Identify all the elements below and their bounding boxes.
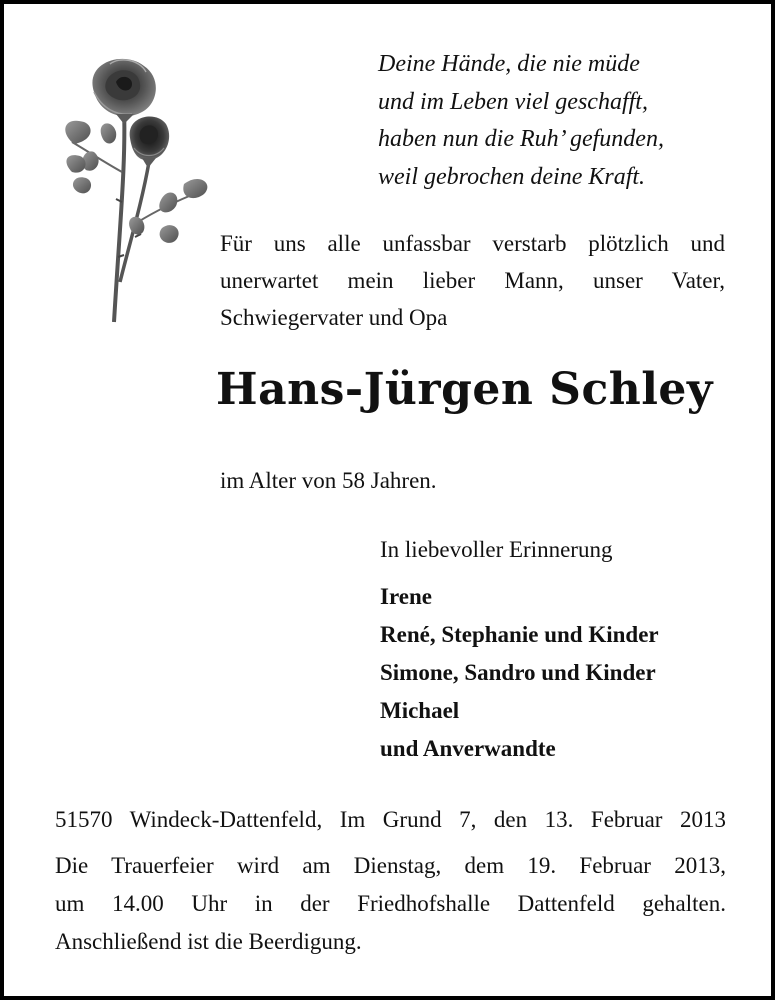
mourner-name: Michael	[380, 698, 460, 723]
mourner-name: Irene	[380, 584, 432, 609]
poem-line: weil gebrochen deine Kraft.	[378, 163, 646, 190]
poem-line: Deine Hände, die nie müde	[378, 51, 640, 77]
mourners-list	[380, 578, 659, 768]
intro-line: unerwartet mein lieber Mann, unser Vater,	[220, 268, 725, 293]
death-announcement-text	[220, 225, 725, 336]
intro-line: Schwiegervater und Opa	[220, 305, 448, 330]
rose-icon	[54, 52, 214, 332]
ceremony-line: Die Trauerfeier wird am Dienstag, dem 19. Februar 2013,	[55, 853, 726, 878]
mourner-name: Simone, Sandro und Kinder	[380, 660, 656, 685]
mourner-name: und Anverwandte	[380, 736, 556, 761]
mourners-heading: In liebevoller Erinnerung	[380, 537, 613, 562]
ceremony-line: Anschließend ist die Beerdigung.	[55, 929, 362, 954]
ceremony-line: um 14.00 Uhr in der Friedhofshalle Dattenfeld gehalten.	[55, 891, 726, 916]
memorial-poem	[378, 46, 664, 196]
deceased-name: Hans-Jürgen Schley	[216, 364, 713, 415]
funeral-details	[55, 847, 726, 961]
deceased-age: im Alter von 58 Jahren.	[220, 468, 437, 493]
intro-line: Für uns alle unfassbar verstarb plötzlich und	[220, 231, 725, 256]
mourner-name: René, Stephanie und Kinder	[380, 622, 659, 647]
poem-line: und im Leben viel geschafft,	[378, 88, 648, 115]
address-date-line: 51570 Windeck-Dattenfeld, Im Grund 7, den 13. Februar 2013	[55, 807, 726, 832]
poem-line: haben nun die Ruh’ gefunden,	[378, 126, 664, 152]
